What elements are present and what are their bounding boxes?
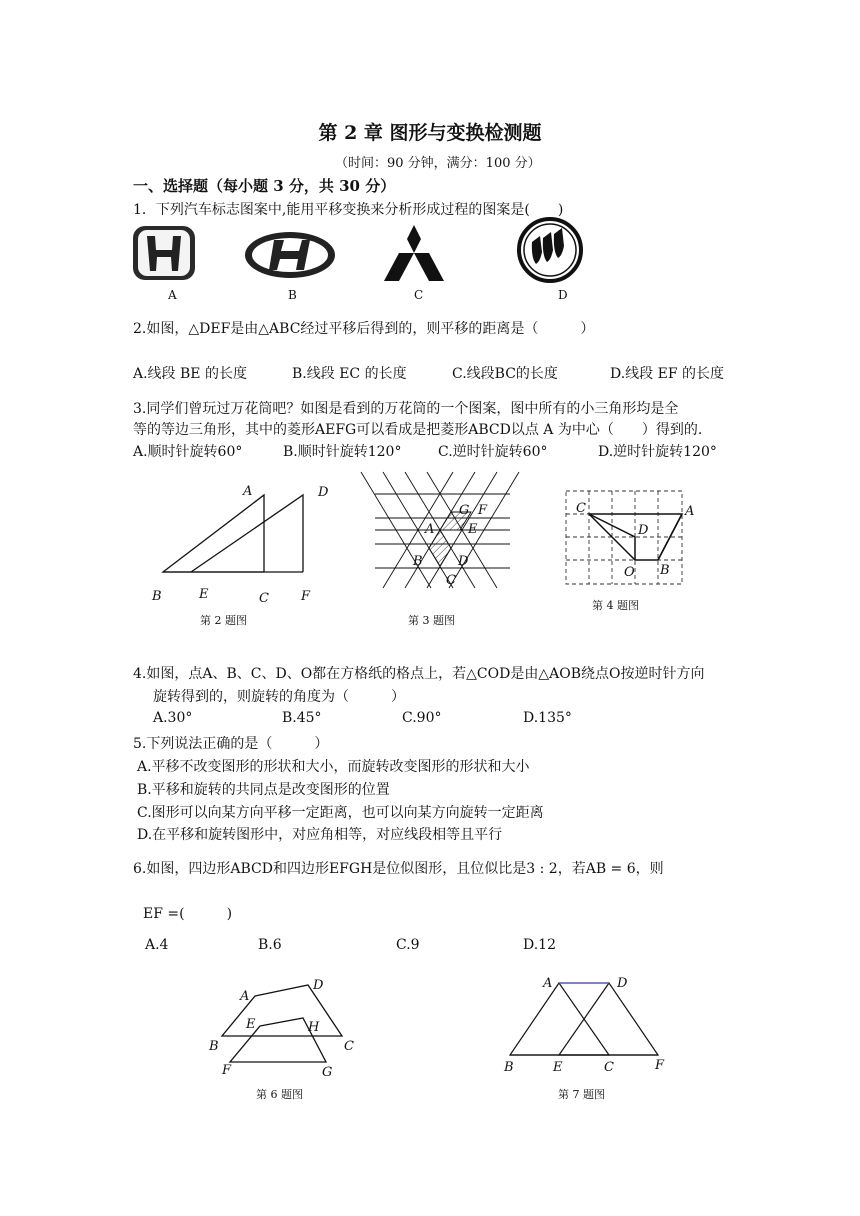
fig2-point-f: F [301, 589, 311, 604]
q4-option-b: B.45° [282, 710, 322, 726]
figure-2-triangles [145, 480, 345, 605]
fig7-point-e: E [553, 1060, 563, 1075]
fig3-point-f: F [478, 503, 488, 518]
fig6-point-c: C [344, 1039, 354, 1054]
fig7-point-f: F [655, 1058, 665, 1073]
question-5: 5.下列说法正确的是（ ） [133, 736, 329, 752]
q4-option-c: C.90° [402, 710, 442, 726]
buick-logo [518, 218, 582, 282]
fig2-point-e: E [199, 587, 209, 602]
honda-logo [132, 225, 196, 281]
fig4-caption: 第 4 题图 [592, 599, 639, 612]
figure-7-translated-triangles [495, 970, 675, 1080]
fig2-point-c: C [259, 591, 269, 606]
hyundai-logo [244, 231, 336, 279]
fig2-point-d: D [318, 485, 329, 500]
q5-option-c: C.图形可以向某方向平移一定距离，也可以向某方向旋转一定距离 [137, 805, 544, 821]
exam-info: （时间：90 分钟，满分：100 分） [335, 156, 541, 171]
fig4-point-a: A [685, 504, 695, 519]
fig3-point-d: D [458, 554, 469, 569]
figure-3-kaleidoscope [375, 470, 510, 590]
figure-6-similar-quads [200, 970, 370, 1085]
fig6-caption: 第 6 题图 [256, 1088, 303, 1101]
q5-option-a: A.平移不改变图形的形状和大小，而旋转改变图形的形状和大小 [137, 759, 530, 775]
fig3-caption: 第 3 题图 [408, 614, 455, 627]
fig2-point-a: A [243, 484, 253, 499]
fig4-point-d: D [638, 523, 649, 538]
fig4-point-o: O [624, 565, 635, 580]
fig3-point-e: E [468, 522, 478, 537]
fig4-point-b: B [660, 563, 670, 578]
q6-option-b: B.6 [258, 937, 282, 953]
question-1: 1．下列汽车标志图案中,能用平移变换来分析形成过程的图案是( ) [133, 202, 564, 218]
fig6-point-g: G [322, 1065, 333, 1080]
q5-option-b: B.平移和旋转的共同点是改变图形的位置 [137, 782, 390, 798]
figure-4-grid [562, 488, 702, 588]
section-heading: 一、选择题（每小题 3 分，共 30 分） [133, 177, 396, 195]
question-2: 2.如图，△DEF是由△ABC经过平移后得到的，则平移的距离是（ ） [133, 321, 595, 337]
q6-option-a: A.4 [145, 937, 169, 953]
q4-option-d: D.135° [523, 710, 572, 726]
page-title: 第 2 章 图形与变换检测题 [318, 122, 542, 144]
logo-label-a: A [168, 288, 177, 302]
fig3-point-b: B [413, 554, 423, 569]
fig7-caption: 第 7 题图 [558, 1088, 605, 1101]
fig6-point-e: E [246, 1017, 256, 1032]
q3-option-b: B.顺时针旋转120° [283, 444, 402, 460]
fig7-point-c: C [604, 1060, 614, 1075]
q6-option-c: C.9 [396, 937, 420, 953]
mitsubishi-logo [383, 225, 445, 283]
q3-option-a: A.顺时针旋转60° [133, 444, 243, 460]
q4-option-a: A.30° [153, 710, 193, 726]
fig3-point-a: A [425, 522, 435, 537]
fig6-point-d: D [313, 978, 324, 993]
logo-label-d: D [558, 288, 568, 302]
q2-option-b: B.线段 EC 的长度 [292, 366, 407, 382]
logo-label-b: B [288, 288, 297, 302]
question-6-line1: 6.如图，四边形ABCD和四边形EFGH是位似图形，且位似比是3 : 2，若AB = 6，则 [133, 861, 664, 877]
q6-option-d: D.12 [523, 937, 556, 953]
question-6-line2: EF =( ) [143, 906, 233, 922]
fig3-point-g: G [459, 503, 470, 518]
fig6-point-f: F [222, 1063, 232, 1078]
fig7-point-b: B [504, 1060, 514, 1075]
question-3-line2: 等的等边三角形，其中的菱形AEFG可以看成是把菱形ABCD以点 A 为中心（ ）得到的. [133, 422, 703, 438]
question-4-line2: 旋转得到的，则旋转的角度为（ ） [153, 689, 405, 705]
q5-option-d: D.在平移和旋转图形中，对应角相等，对应线段相等且平行 [137, 827, 503, 843]
question-4-line1: 4.如图，点A、B、C、D、O都在方格纸的格点上，若△COD是由△AOB绕点O按逆时针方向 [133, 666, 705, 682]
fig7-point-a: A [543, 976, 553, 991]
fig2-point-b: B [152, 589, 162, 604]
fig6-point-b: B [209, 1039, 219, 1054]
fig7-point-d: D [617, 976, 628, 991]
fig6-point-a: A [240, 989, 250, 1004]
q2-option-d: D.线段 EF 的长度 [610, 366, 725, 382]
fig3-point-c: C [446, 573, 456, 588]
fig6-point-h: H [308, 1020, 320, 1035]
fig2-caption: 第 2 题图 [200, 614, 247, 627]
q2-option-a: A.线段 BE 的长度 [133, 366, 247, 382]
q2-option-c: C.线段BC的长度 [452, 366, 558, 382]
q3-option-c: C.逆时针旋转60° [438, 444, 548, 460]
question-3-line1: 3.同学们曾玩过万花筒吧？如图是看到的万花筒的一个图案，图中所有的小三角形均是全 [133, 401, 679, 417]
logo-label-c: C [414, 288, 424, 302]
fig4-point-c: C [576, 501, 586, 516]
q3-option-d: D.逆时针旋转120° [598, 444, 717, 460]
